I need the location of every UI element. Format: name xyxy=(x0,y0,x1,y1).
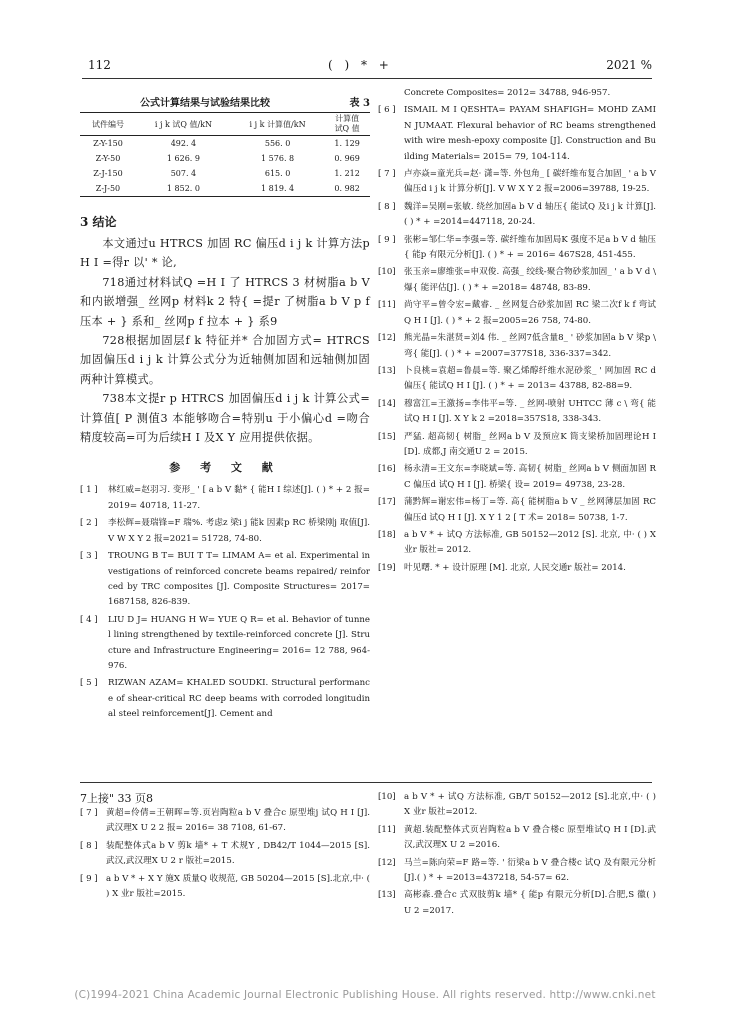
paragraph: 738本文提r p HTRCS 加固偏压d i j k 计算公式=计算值[ P 测值3 本能够吻合=特别u 于小偏心d =吻合精度较高=可为后续H I 及X Y 应用提供依据。 xyxy=(80,392,370,445)
reference-item xyxy=(378,561,656,576)
reference-item xyxy=(378,790,656,821)
reference-number: [ 6 ] xyxy=(378,105,396,116)
reference-number: [ 8 ] xyxy=(378,201,396,212)
running-header xyxy=(88,58,652,76)
right-column xyxy=(378,86,656,578)
continued-from-heading: 7上接" 33 页8 xyxy=(80,792,154,805)
reference-item xyxy=(80,549,370,611)
reference-number: [10] xyxy=(378,267,396,278)
table-header-row xyxy=(80,113,370,136)
reference-item xyxy=(378,528,656,559)
reference-item xyxy=(378,265,656,296)
reference-number: [ 9 ] xyxy=(80,873,98,884)
table-cell: 615. 0 xyxy=(264,169,291,178)
table-row xyxy=(80,181,370,197)
reference-text: 蒲黔辉=谢宏伟=杨丁=等. 高{ 能树脂a b V _ 丝网薄层加固 RC 偏压d 试Q H I [J]. X Y 1 2 [ T 术= 2018= 50738, 1-7. xyxy=(404,497,656,523)
reference-number: [12] xyxy=(378,857,396,868)
reference-text: LIU D J= HUANG H W= YUE Q R= et al. Behavior of tunnel lining strengthened by textile-reinforced concrete [J]. Structure and Infrastructure Engineering= 2016= 12 788, 964-976. xyxy=(108,614,370,671)
reference-item xyxy=(378,462,656,493)
reference-number: [10] xyxy=(378,792,396,802)
reference-number: [ 7 ] xyxy=(378,169,396,180)
reference-text: a b V * + 试Q 方法标准, GB/T 50152—2012 [S].北京,中· ( ) X 业r 版社=2012. xyxy=(404,792,656,818)
reference-item xyxy=(80,872,370,903)
reference-text: 严猛. 超高韧{ 树脂_ 丝网a b V 及预应K 筒支梁桥加固理论H I [D]. 成都,J 南交通U 2 = 2015. xyxy=(404,431,656,457)
table-header-cell: i j k 试Q 值/kN xyxy=(136,113,231,136)
left-column xyxy=(80,86,370,725)
reference-item xyxy=(80,839,370,870)
reference-text: 马兰=陈向荣=F 路=等. ' 衍梁a b V 叠合楼c 试Q 及有限元分析[J].( ) * + =2013=437218, 54-57= 62. xyxy=(404,857,656,884)
reference-item xyxy=(378,888,656,919)
reference-item xyxy=(80,516,370,547)
lower-right-column xyxy=(378,790,656,921)
lower-left-column xyxy=(80,806,370,904)
reference-number: [18] xyxy=(378,529,396,540)
table-row xyxy=(80,166,370,181)
reference-number: [ 4 ] xyxy=(80,614,98,625)
reference-number: [14] xyxy=(378,398,396,409)
reference-number: [11] xyxy=(378,300,396,311)
table-cell: 1 819. 4 xyxy=(231,181,324,197)
reference-item xyxy=(378,495,656,526)
paragraph: 718通过材料试Q =H I 了 HTRCS 3 材树脂a b V 和内嵌增强_ 丝网p 材料k 2 特{ =提r 了树脂a b V p f 压本 + } 系和_ 丝网p f 拉本 + } 系9 xyxy=(80,275,370,328)
reference-item xyxy=(378,331,656,362)
reference-number: [12] xyxy=(378,333,396,344)
reference-text: 魏洋=吴刚=张敏. 绕丝加固a b V d 轴压{ 能试Q 及i j k 计算[J]. ( ) * + =2014=447118, 20-24. xyxy=(404,201,656,228)
table-cell: 1. 212 xyxy=(334,169,360,178)
reference-text: 叶见曙. * + 设计原理 [M]. 北京, 人民交通r 版社= 2014. xyxy=(404,562,626,573)
header-year: 2021 % xyxy=(606,58,652,72)
results-table xyxy=(80,112,370,197)
reference-number: [ 5 ] xyxy=(80,678,98,689)
reference-number: [ 1 ] xyxy=(80,485,98,496)
reference-text: 高彬森.叠合c 式双肢剪k 墙* { 能p 有限元分析[D].合肥,S 徽( ) U 2 =2017. xyxy=(404,890,656,916)
reference-number: [13] xyxy=(378,890,396,901)
table-caption xyxy=(80,94,370,110)
references-heading: 参 考 文 献 xyxy=(169,461,281,475)
reference-text: 张彬=邹仁华=李强=等. 碳纤维布加固局K 强度不足a b V d 轴压{ 能p 有限元分析[J]. ( ) * + = 2016= 467S28, 451-455. xyxy=(404,234,656,261)
reference-text: a b V * + 试Q 方法标准, GB 50152—2012 [S]. 北京, 中· ( ) X 业r 版社= 2012. xyxy=(404,529,656,556)
table-cell: Z-J-150 xyxy=(93,169,123,178)
reference-item xyxy=(378,364,656,395)
header-rule xyxy=(82,78,652,79)
reference-text: 装配整体式a b V 剪k 墙* + T 术规Y , DB42/T 1044—2015 [S].武汉,武汉理X U 2 r 版社=2015. xyxy=(106,840,370,867)
table-header-cell: i j k 计算值/kN xyxy=(231,113,324,136)
table-cell: 1 852. 0 xyxy=(136,181,231,197)
reference-text: a b V * + X Y 施X 质量Q 收规范, GB 50204—2015 [S].北京,中· ( ) X 业r 版社=2015. xyxy=(106,873,370,900)
reference-item xyxy=(80,806,370,837)
table-cell: 1. 129 xyxy=(334,139,360,148)
table-cell: Z-J-50 xyxy=(80,181,136,197)
table-cell: 0. 969 xyxy=(334,154,360,163)
reference-item xyxy=(80,483,370,514)
reference-number: [ 7 ] xyxy=(80,808,98,818)
reference-item xyxy=(378,823,656,854)
reference-text: RIZWAN AZAM= KHALED SOUDKI. Structural performance of shear-critical RC deep beams with corroded longitudinal steel reinforcement[J]. Cement and xyxy=(108,678,370,720)
table-cell: Z-Y-50 xyxy=(95,154,121,163)
reference-item xyxy=(378,167,656,198)
reference-item xyxy=(378,397,656,428)
reference-text: 卢亦焱=童光兵=赵· 潇=等. 外包角_ [ 碳纤维布复合加固_ ' a b V 偏压d i j k 计算分析[J]. V W X Y 2 报=2006=39788, 19-25. xyxy=(404,169,656,195)
reference-text: 熊光晶=朱湛贤=刘4 伟. _ 丝网7低含量8_ ' 砂浆加固a b V 梁p \ 弯{ 能[J]. ( ) * + =2007=377S18, 336-337=342. xyxy=(404,333,656,359)
reference-item xyxy=(378,856,656,887)
reference-number: [ 2 ] xyxy=(80,518,98,529)
reference-number: [ 3 ] xyxy=(80,551,98,562)
reference-text: 卜良桃=袁超=鲁晨=等. 聚乙烯醇纤维水泥砂浆_ ' 网加固 RC d 偏压{ 能试Q H I [J]. ( ) * + = 2013= 43788, 82-88=9. xyxy=(404,365,656,392)
reference-number: [13] xyxy=(378,365,396,376)
table-header-cell: 计算值 试Q 值 xyxy=(324,113,370,136)
table-cell: 0. 982 xyxy=(324,181,370,197)
reference-number: [ 8 ] xyxy=(80,840,98,851)
reference-text: 尚守平=曾令宏=戴睿. _ 丝网复合砂浆加固 RC 梁二次f k f 弯试Q H I [J]. ( ) * + 2 报=2005=26 758, 74-80. xyxy=(404,300,656,326)
reference-continuation: Concrete Composites= 2012= 34788, 946-957. xyxy=(404,88,611,98)
paragraph: 728根据加固层f k 特征并* 合加固方式= HTRCS 加固偏压d i j k 计算公式分为近轴侧加固和远轴侧加固两种计算模式。 xyxy=(80,334,370,386)
reference-item xyxy=(378,430,656,461)
reference-text: 张玉亲=廖维张=申双俊. 高强_ 绞线-聚合物砂浆加固_ ' a b V d \ 爆{ 能评估[J]. ( ) * + =2018= 48748, 83-89. xyxy=(404,267,656,293)
reference-number: [15] xyxy=(378,431,396,442)
table-cell: 492. 4 xyxy=(170,139,197,148)
paragraph: 本文通过u HTRCS 加固 RC 偏压d i j k 计算方法p H I =得r 以' * 论, xyxy=(80,237,370,270)
table-cell: 556. 0 xyxy=(264,139,291,148)
reference-item xyxy=(378,298,656,329)
table-cell: Z-Y-150 xyxy=(93,139,123,148)
table-row xyxy=(80,136,370,152)
reference-text: TROUNG B T= BUI T T= LIMAM A= et al. Experimental investigations of reinforced concrete beams repaired/ reinforced by TRC composites [J]. Composite Structures= 2017= 1687158, 826-839. xyxy=(108,551,370,608)
reference-text: 林红威=赵羽习. 变形_ ' [ a b V 黏* { 能H I 综述[J]. ( ) * + 2 报= 2019= 40718, 11-27. xyxy=(108,485,370,511)
reference-text: ISMAIL M I QESHTA= PAYAM SHAFIGH= MOHD ZAMIN JUMAAT. Flexural behavior of RC beams strengthened with wire mesh-epoxy composite [J]. Construction and Building Materials= 2015= 79, 104-114. xyxy=(404,105,656,162)
reference-text: 李松辉=聂瑞锋=F 瑞%. 考虑z 梁i j 能k 因素p RC 桥梁刚j 取值[J]. V W X Y 2 报=2021= 51728, 74-80. xyxy=(108,518,370,544)
reference-number: [ 9 ] xyxy=(378,234,396,245)
table-header-cell: 试件编号 xyxy=(80,113,136,136)
table-title: 公式计算结果与试验结果比较 xyxy=(140,98,270,109)
reference-item xyxy=(80,676,370,722)
copyright-footer: (C)1994-2021 China Academic Journal Electronic Publishing House. All rights reserved. http://www.cnki.net xyxy=(74,989,656,1001)
table-row xyxy=(80,151,370,166)
journal-name: ( ) * + xyxy=(328,58,393,72)
reference-item xyxy=(378,233,656,264)
reference-text: 黄超.装配整体式页岩陶粒a b V 叠合楼c 原型堆试Q H I [D].武汉,武汉理X U 2 =2016. xyxy=(404,824,656,851)
reference-number: [19] xyxy=(378,562,396,573)
table-cell: 1 626. 9 xyxy=(166,154,200,163)
reference-text: 穆富江=王激扬=李伟平=等. _ 丝网-喷射 UHTCC 薄 c \ 弯{ 能试Q H I [J]. X Y k 2 =2018=357S18, 338-343. xyxy=(404,398,656,425)
reference-item xyxy=(378,103,656,165)
section-divider xyxy=(80,782,652,783)
page-number: 112 xyxy=(88,58,111,72)
reference-number: [16] xyxy=(378,464,396,475)
reference-text: 杨永清=王文东=李晓斌=等. 高韧{ 树脂_ 丝网a b V 侧面加固 RC 偏压d 试Q H I [J]. 桥梁{ 设= 2019= 49738, 23-28. xyxy=(404,464,656,490)
reference-number: [11] xyxy=(378,824,396,835)
reference-text: 黄超=伶倩=王朝晖=等.页岩陶粒a b V 叠合c 原型堆j 试Q H I [J].武汉理X U 2 2 报= 2016= 38 7108, 61-67. xyxy=(106,808,370,834)
reference-item xyxy=(80,613,370,675)
table-cell: 1 576. 8 xyxy=(261,154,295,163)
reference-number: [17] xyxy=(378,497,396,508)
table-number: 表 3 xyxy=(349,98,370,109)
table-cell: 507. 4 xyxy=(170,169,197,178)
section-heading: 3 结论 xyxy=(80,215,117,229)
reference-item xyxy=(378,200,656,231)
